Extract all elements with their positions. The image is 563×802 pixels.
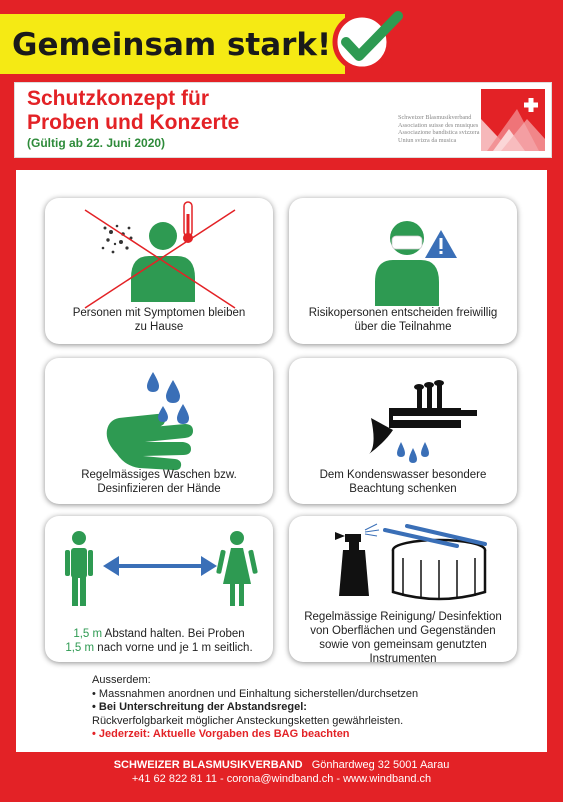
- card-symptoms-caption: Personen mit Symptomen bleiben zu Hause: [72, 307, 246, 333]
- notes-item-2-bold: • Bei Unterschreitung der Abstandsregel:: [92, 701, 307, 713]
- validity-date: (Gültig ab 22. Juni 2020): [27, 136, 166, 150]
- card-cleaning: [289, 516, 517, 665]
- card-hand-washing: [45, 358, 273, 504]
- footer-contact: +41 62 822 81 11 - corona@windband.ch - www.windband.ch: [131, 773, 432, 785]
- notes-item-2-text: Rückverfolgbarkeit möglicher Ansteckungsketten gewährleisten.: [92, 714, 404, 727]
- footer-address: Gönhardweg 32 5001 Aarau: [311, 759, 450, 771]
- checkmark-icon: [328, 6, 418, 76]
- card-cleaning-caption: Regelmässige Reinigung/ Desinfektion von Oberflächen und Gegenständen sowie von gemeinsam genutzten Instrumenten: [304, 611, 502, 665]
- page-title: Schutzkonzept für Proben und Konzerte: [27, 87, 240, 134]
- footer: [0, 758, 563, 786]
- headline-title: Gemeinsam stark!: [12, 27, 332, 63]
- notes-item-1: • Massnahmen anordnen und Einhaltung sicherstellen/durchsetzen: [92, 687, 419, 700]
- org-names: Schweizer Blasmusikverband Association suisse des musiques Associazione bandistica svizzera Uniun svizra da musica: [398, 114, 480, 144]
- card-condensation: [289, 358, 517, 504]
- card-risk-persons-caption: Risikopersonen entscheiden freiwillig über die Teilnahme: [308, 307, 498, 333]
- content-panel: [16, 170, 547, 752]
- additional-notes: [92, 674, 418, 742]
- card-distance: [45, 516, 273, 662]
- card-distance-caption: 1,5 m Abstand halten. Bei Proben 1,5 m nach vorne und je 1 m seitlich.: [65, 628, 253, 654]
- card-risk-persons: [289, 198, 517, 344]
- card-hand-washing-caption: Regelmässiges Waschen bzw. Desinfizieren der Hände: [81, 469, 237, 495]
- card-condensation-caption: Dem Kondenswasser besondere Beachtung schenken: [319, 469, 487, 495]
- swiss-cross-logo-icon: [481, 89, 545, 151]
- header-box: [14, 82, 552, 158]
- notes-item-3: • Jederzeit: Aktuelle Vorgaben des BAG beachten: [92, 728, 350, 740]
- footer-org: SCHWEIZER BLASMUSIKVERBAND: [113, 759, 303, 771]
- card-symptoms: [45, 198, 273, 344]
- notes-heading: Ausserdem:: [92, 674, 151, 686]
